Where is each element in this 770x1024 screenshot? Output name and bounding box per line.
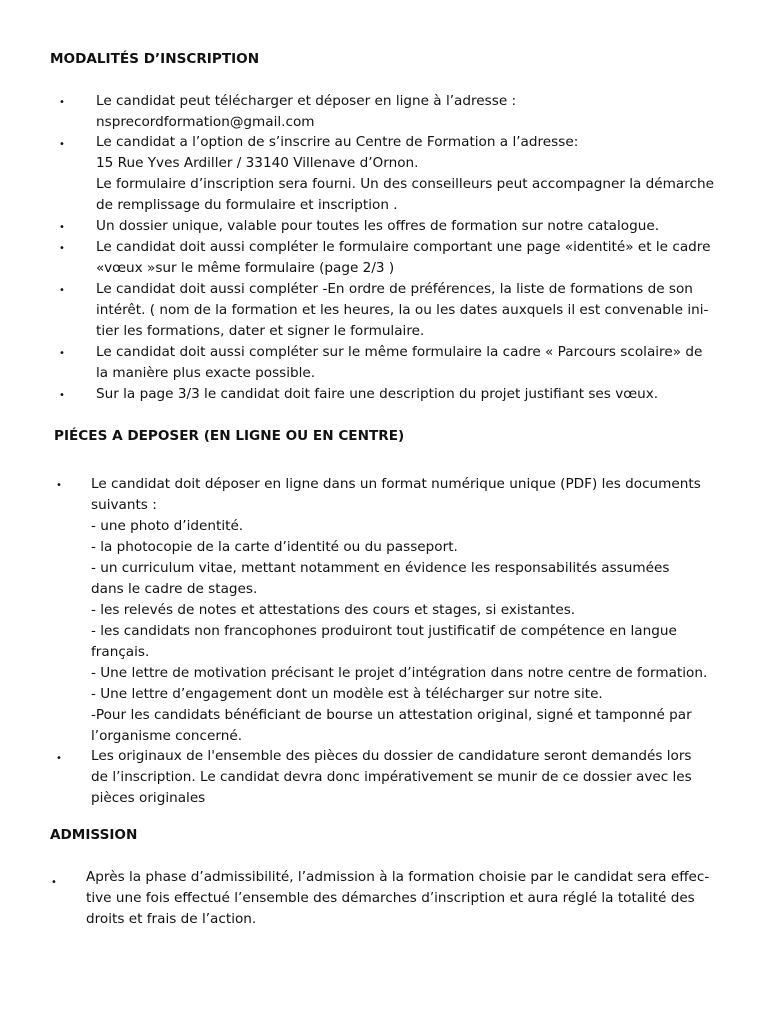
- item-line: - Une lettre de motivation précisant le projet d’intégration dans notre centre de formation.: [91, 665, 708, 681]
- item-line: nsprecordformation@gmail.com: [96, 114, 315, 130]
- item-line: la manière plus exacte possible.: [96, 365, 316, 381]
- item-line: Le candidat doit déposer en ligne dans un format numérique unique (PDF) les documents: [91, 476, 701, 492]
- item-line: - les relevés de notes et attestations des cours et stages, si existantes.: [91, 602, 576, 618]
- item-line: l’organisme concerné.: [91, 728, 243, 744]
- item-line: intérêt. ( nom de la formation et les heures, la ou les dates auxquels il est convenable ini-: [96, 302, 709, 318]
- item-line: Après la phase d’admissibilité, l’admission à la formation choisie par le candidat sera effec-: [86, 869, 710, 885]
- bullet: •: [59, 285, 65, 296]
- item-line: - la photocopie de la carte d’identité ou du passeport.: [91, 539, 458, 555]
- item-line: français.: [91, 644, 150, 660]
- bullet: •: [51, 877, 57, 888]
- section-title-admission: ADMISSION: [50, 827, 138, 843]
- item-line: Un dossier unique, valable pour toutes les offres de formation sur notre catalogue.: [96, 218, 660, 234]
- bullet: •: [59, 97, 65, 108]
- item-line: - une photo d’identité.: [91, 518, 244, 534]
- item-line: - les candidats non francophones produiront tout justificatif de compétence en langue: [91, 623, 677, 639]
- bullet: •: [59, 139, 65, 150]
- bullet: •: [59, 348, 65, 359]
- item-line: Le candidat doit aussi compléter le formulaire comportant une page «identité» et le cadre: [96, 239, 711, 255]
- item-line: Sur la page 3/3 le candidat doit faire une description du projet justifiant ses vœux.: [96, 386, 659, 402]
- item-line: Le candidat doit aussi compléter -En ordre de préférences, la liste de formations de son: [96, 281, 693, 297]
- item-line: 15 Rue Yves Ardiller / 33140 Villenave d’Ornon.: [96, 155, 419, 171]
- item-line: Le formulaire d’inscription sera fourni. Un des conseilleurs peut accompagner la démarche: [96, 176, 714, 192]
- item-line: de l’inscription. Le candidat devra donc impérativement se munir de ce dossier avec les: [91, 769, 692, 785]
- item-line: «vœux »sur le même formulaire (page 2/3 ): [96, 260, 395, 276]
- item-line: droits et frais de l’action.: [86, 911, 257, 927]
- bullet: •: [59, 243, 65, 254]
- item-line: tier les formations, dater et signer le formulaire.: [96, 323, 425, 339]
- item-line: Le candidat doit aussi compléter sur le même formulaire la cadre « Parcours scolaire» de: [96, 344, 703, 360]
- bullet: •: [59, 222, 65, 233]
- section-title-pieces: PIÉCES A DEPOSER (EN LIGNE OU EN CENTRE): [54, 428, 405, 444]
- item-line: Le candidat a l’option de s’inscrire au Centre de Formation a l’adresse:: [96, 134, 579, 150]
- bullet: •: [56, 753, 62, 764]
- item-line: -Pour les candidats bénéficiant de bourse un attestation original, signé et tamponné par: [91, 707, 692, 723]
- section-title-modalites: MODALITÉS D’INSCRIPTION: [50, 51, 260, 67]
- item-line: - Une lettre d’engagement dont un modèle est à télécharger sur notre site.: [91, 686, 603, 702]
- item-line: tive une fois effectué l’ensemble des démarches d’inscription et aura réglé la totalité des: [86, 890, 695, 906]
- item-line: Le candidat peut télécharger et déposer en ligne à l’adresse :: [96, 93, 517, 109]
- bullet: •: [56, 480, 62, 491]
- item-line: de remplissage du formulaire et inscription .: [96, 197, 398, 213]
- item-line: - un curriculum vitae, mettant notamment en évidence les responsabilités assumées: [91, 560, 670, 576]
- item-line: pièces originales: [91, 790, 206, 806]
- item-line: suivants :: [91, 497, 157, 513]
- bullet: •: [59, 390, 65, 401]
- item-line: Les originaux de l'ensemble des pièces du dossier de candidature seront demandés lors: [91, 748, 692, 764]
- item-line: dans le cadre de stages.: [91, 581, 258, 597]
